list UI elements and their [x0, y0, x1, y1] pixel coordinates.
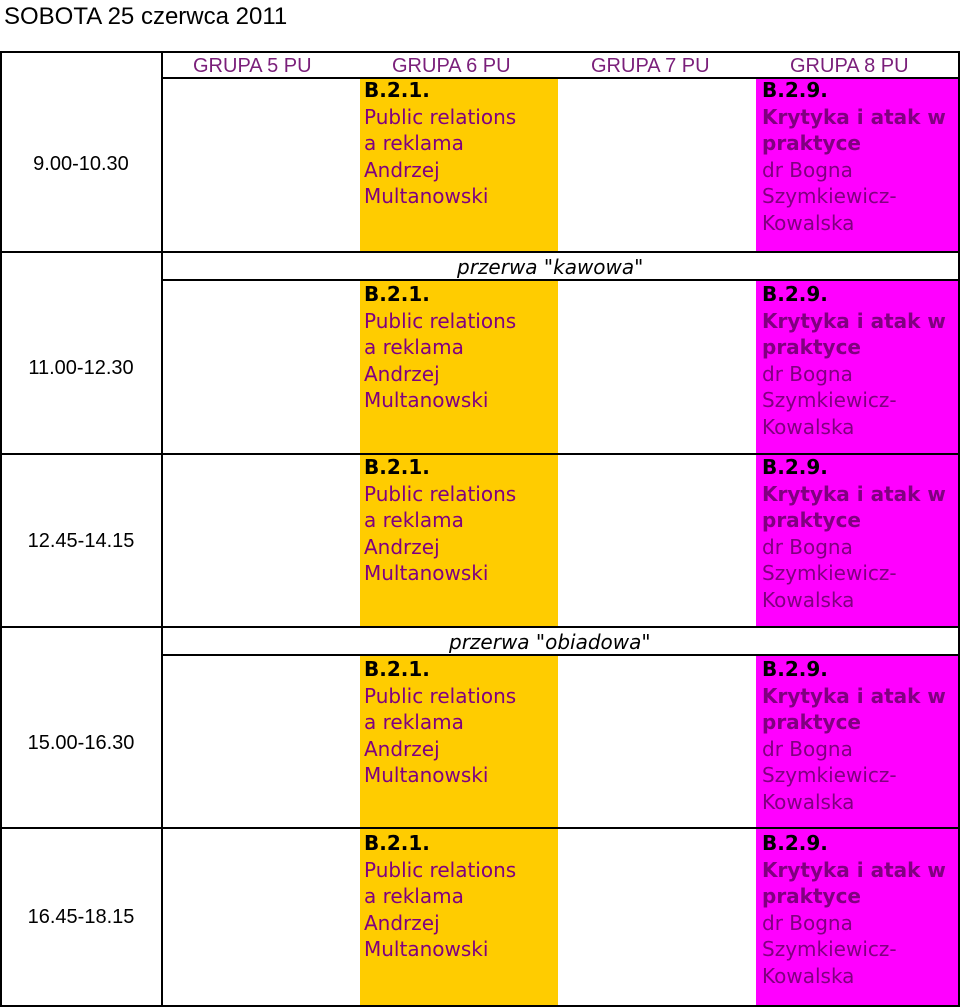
page-title: SOBOTA 25 czerwca 2011	[4, 3, 288, 30]
row-line-4	[0, 827, 960, 829]
teacher-name: Kowalska	[762, 414, 855, 439]
course-title: Krytyka i atak w	[762, 308, 946, 333]
course-code: B.2.1.	[364, 455, 430, 479]
course-code: B.2.9.	[762, 657, 828, 681]
course-title: Krytyka i atak w	[762, 857, 946, 882]
course-title: Krytyka i atak w	[762, 481, 946, 506]
group-header-7: GRUPA 7 PU	[591, 55, 710, 77]
class-cell-g6-slot5	[364, 830, 516, 963]
row-line-3	[0, 626, 960, 628]
teacher-name: Multanowski	[364, 937, 489, 961]
teacher-name: Multanowski	[364, 184, 489, 208]
teacher-name: Andrzej	[364, 361, 440, 386]
table-border-top	[0, 51, 960, 53]
row-line-1	[0, 251, 960, 253]
teacher-name: dr Bogna	[762, 361, 853, 386]
course-title: Public relations	[364, 857, 517, 882]
class-cell-g8-slot2	[762, 281, 946, 440]
teacher-name: dr Bogna	[762, 157, 853, 182]
course-title: Public relations	[364, 481, 517, 506]
group-header-5: GRUPA 5 PU	[193, 55, 312, 77]
class-cell-g6-slot3	[364, 454, 516, 587]
teacher-name: Multanowski	[364, 561, 489, 585]
teacher-name: Szymkiewicz-	[762, 184, 897, 208]
teacher-name: dr Bogna	[762, 534, 853, 559]
teacher-name: Kowalska	[762, 587, 855, 612]
course-title: Public relations	[364, 104, 517, 129]
course-title: Public relations	[364, 683, 517, 708]
course-title: a reklama	[364, 131, 464, 155]
course-title: praktyce	[762, 508, 861, 532]
course-title: a reklama	[364, 508, 464, 532]
time-slot-3: 12.45-14.15	[27, 530, 135, 552]
time-slot-5: 16.45-18.15	[27, 906, 135, 928]
course-title: a reklama	[364, 710, 464, 734]
teacher-name: Andrzej	[364, 736, 440, 761]
course-code: B.2.1.	[364, 282, 430, 306]
group-header-8: GRUPA 8 PU	[790, 55, 909, 77]
course-code: B.2.9.	[762, 78, 828, 102]
time-slot-4: 15.00-16.30	[27, 732, 135, 754]
course-title: a reklama	[364, 335, 464, 359]
class-cell-g8-slot3	[762, 454, 946, 613]
course-code: B.2.9.	[762, 831, 828, 855]
class-cell-g6-slot4	[364, 656, 516, 789]
teacher-name: Multanowski	[364, 388, 489, 412]
teacher-name: Szymkiewicz-	[762, 937, 897, 961]
course-code: B.2.1.	[364, 78, 430, 102]
course-title: praktyce	[762, 710, 861, 734]
teacher-name: Kowalska	[762, 963, 855, 988]
course-code: B.2.1.	[364, 657, 430, 681]
time-slot-1: 9.00-10.30	[33, 153, 129, 175]
class-cell-g8-slot5	[762, 830, 946, 989]
course-title: praktyce	[762, 131, 861, 155]
course-title: praktyce	[762, 884, 861, 908]
teacher-name: Szymkiewicz-	[762, 388, 897, 412]
class-cell-g8-slot1	[762, 77, 946, 236]
teacher-name: Multanowski	[364, 763, 489, 787]
teacher-name: Kowalska	[762, 789, 855, 814]
class-cell-g6-slot1	[364, 77, 516, 210]
time-slot-2: 11.00-12.30	[28, 357, 134, 379]
course-code: B.2.9.	[762, 282, 828, 306]
break-label-coffee: przerwa "kawowa"	[457, 255, 644, 279]
course-code: B.2.9.	[762, 455, 828, 479]
group-header-6: GRUPA 6 PU	[392, 55, 511, 77]
course-title: praktyce	[762, 335, 861, 359]
class-cell-g6-slot2	[364, 281, 516, 414]
course-code: B.2.1.	[364, 831, 430, 855]
class-cell-g8-slot4	[762, 656, 946, 815]
break-label-lunch: przerwa "obiadowa"	[449, 630, 651, 654]
course-title: Krytyka i atak w	[762, 104, 946, 129]
teacher-name: dr Bogna	[762, 910, 853, 935]
course-title: a reklama	[364, 884, 464, 908]
course-title: Krytyka i atak w	[762, 683, 946, 708]
teacher-name: Andrzej	[364, 157, 440, 182]
course-title: Public relations	[364, 308, 517, 333]
teacher-name: Andrzej	[364, 910, 440, 935]
teacher-name: Szymkiewicz-	[762, 763, 897, 787]
teacher-name: Andrzej	[364, 534, 440, 559]
teacher-name: Szymkiewicz-	[762, 561, 897, 585]
teacher-name: Kowalska	[762, 210, 855, 235]
teacher-name: dr Bogna	[762, 736, 853, 761]
